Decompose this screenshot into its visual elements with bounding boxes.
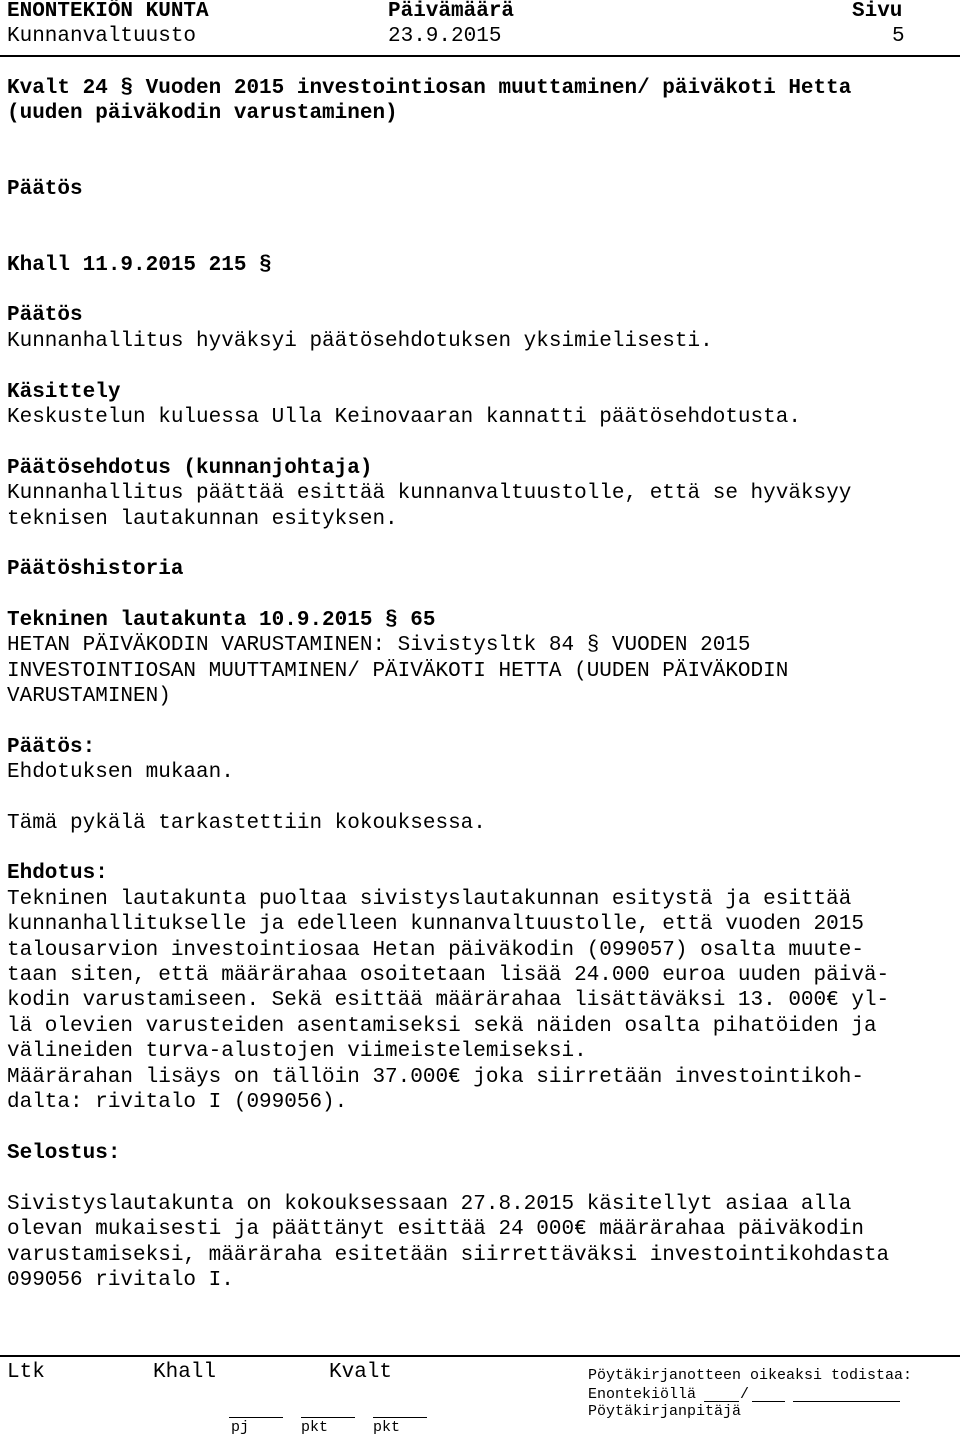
history-explanation-line: Sivistyslautakunta on kokouksessaan 27.8.2015 käsitellyt asiaa alla — [7, 1193, 852, 1216]
page-number: 5 — [892, 25, 905, 48]
signature-name-line — [793, 1401, 900, 1402]
history-proposal-line: kodin varustamiseen. Sekä esittää määrärahaa lisättäväksi 13. 000€ yl- — [7, 989, 890, 1012]
khall-proposal-line: teknisen lautakunnan esityksen. — [7, 508, 398, 531]
footer-divider — [0, 1355, 960, 1357]
title-line-2: (uuden päiväkodin varustaminen) — [7, 102, 398, 125]
khall-decision-label: Päätös — [7, 304, 83, 327]
history-explanation-label: Selostus: — [7, 1142, 121, 1165]
organization-name: ENONTEKIÖN KUNTA — [7, 0, 209, 23]
history-ref-line: INVESTOINTIOSAN MUUTTAMINEN/ PÄIVÄKOTI HETTA (UUDEN PÄIVÄKODIN — [7, 660, 789, 683]
khall-decision-text: Kunnanhallitus hyväksyi päätösehdotuksen yksimielisesti. — [7, 330, 713, 353]
initials-pj: pj — [231, 1419, 250, 1436]
khall-proposal-label: Päätösehdotus (kunnanjohtaja) — [7, 457, 373, 480]
page-label: Sivu — [852, 0, 903, 23]
history-proposal-line: välineiden turva-alustojen viimeistelemiseksi. — [7, 1040, 587, 1063]
header-divider — [0, 55, 960, 57]
verification-label: Pöytäkirjanotteen oikeaksi todistaa: — [588, 1367, 913, 1384]
history-proposal-line: lä olevien varusteiden asentamiseksi sekä näiden osalta pihatöiden ja — [7, 1015, 877, 1038]
history-checked-text: Tämä pykälä tarkastettiin kokouksessa. — [7, 812, 486, 835]
history-ref-line: VARUSTAMINEN) — [7, 685, 171, 708]
verification-role: Pöytäkirjanpitäjä — [588, 1403, 742, 1420]
history-decision-label: Päätös: — [7, 736, 96, 759]
meeting-body: Kunnanvaltuusto — [7, 25, 197, 48]
date-label: Päivämäärä — [388, 0, 515, 23]
history-ref-line: HETAN PÄIVÄKODIN VARUSTAMINEN: Sivistysltk 84 § VUODEN 2015 — [7, 634, 751, 657]
history-proposal-line: kunnanhallitukselle ja edelleen kunnanvaltuustolle, että vuoden 2015 — [7, 913, 864, 936]
history-proposal-line: Tekninen lautakunta puoltaa sivistyslautakunnan esitystä ja esittää — [7, 888, 852, 911]
history-proposal-line: talousarvion investointiosaa Hetan päiväkodin (099057) osalta muute- — [7, 939, 864, 962]
history-label: Päätöshistoria — [7, 558, 184, 581]
history-reference: Tekninen lautakunta 10.9.2015 § 65 — [7, 609, 436, 632]
history-explanation-line: varustamiseksi, määräraha esitetään siirrettäväksi investointikohdasta — [7, 1244, 890, 1267]
meeting-date: 23.9.2015 — [388, 25, 502, 48]
history-proposal-line: dalta: rivitalo I (099056). — [7, 1091, 348, 1114]
khall-proposal-line: Kunnanhallitus päättää esittää kunnanvaltuustolle, että se hyväksyy — [7, 482, 852, 505]
khall-handling-label: Käsittely — [7, 381, 121, 404]
history-explanation-line: olevan mukaisesti ja päättänyt esittää 24 000€ määrärahaa päiväkodin — [7, 1218, 864, 1241]
footer-kvalt: Kvalt — [329, 1361, 393, 1384]
history-proposal-line: Määrärahan lisäys on tällöin 37.000€ joka siirretään investointikoh- — [7, 1066, 864, 1089]
history-decision-text: Ehdotuksen mukaan. — [7, 761, 234, 784]
initials-pkt-1: pkt — [301, 1419, 329, 1436]
title-line-1: Kvalt 24 § Vuoden 2015 investointiosan muuttaminen/ päiväkoti Hetta — [7, 77, 852, 100]
decision-heading: Päätös — [7, 178, 83, 201]
footer-khall: Khall — [153, 1361, 217, 1384]
verification-date-separator: / — [740, 1386, 750, 1403]
footer-ltk: Ltk — [7, 1361, 45, 1384]
history-explanation-line: 099056 rivitalo I. — [7, 1269, 234, 1292]
signature-month-line — [752, 1401, 785, 1402]
history-proposal-label: Ehdotus: — [7, 862, 108, 885]
khall-reference: Khall 11.9.2015 215 § — [7, 254, 272, 277]
verification-place: Enontekiöllä — [588, 1386, 697, 1403]
history-proposal-line: taan siten, että määrärahaa osoitetaan lisää 24.000 euroa uuden päivä- — [7, 964, 890, 987]
initials-pkt-2: pkt — [373, 1419, 401, 1436]
khall-handling-text: Keskustelun kuluessa Ulla Keinovaaran kannatti päätösehdotusta. — [7, 406, 801, 429]
